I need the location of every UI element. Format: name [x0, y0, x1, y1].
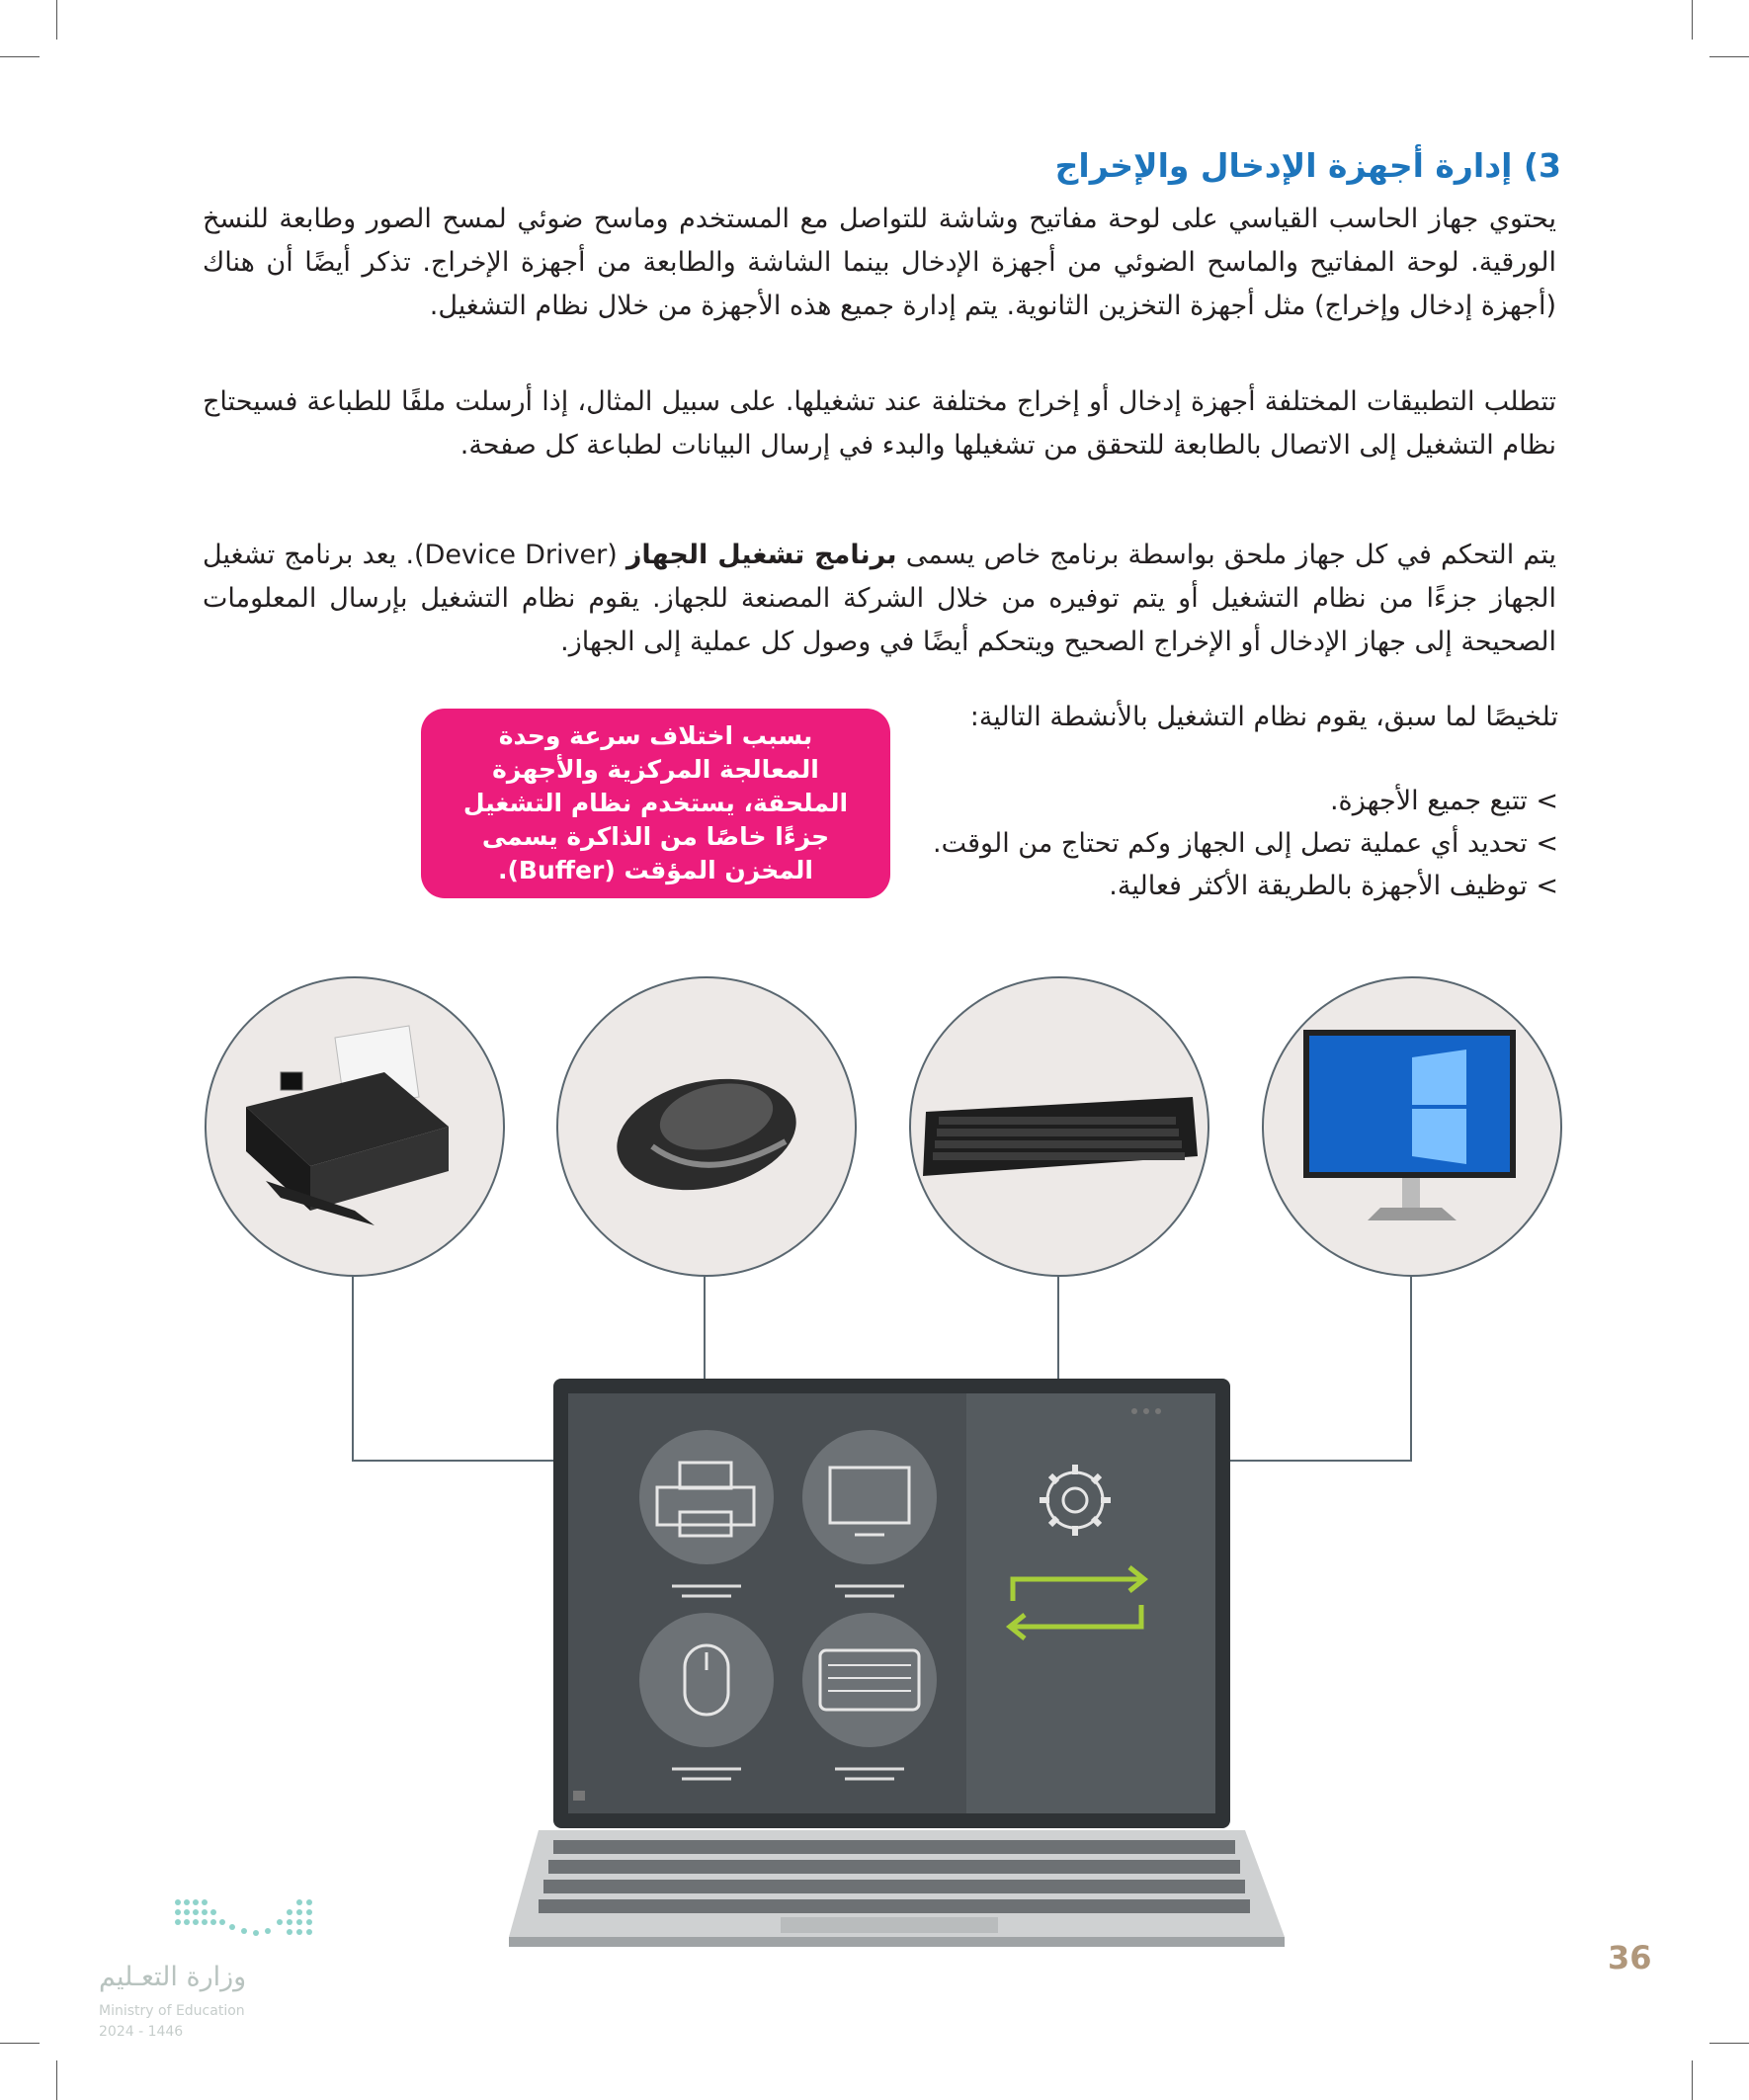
callout-text: بسبب اختلاف سرعة وحدة المعالجة المركزية والأجهزة الملحقة، يستخدم نظام التشغيل جزءًا خاصًا من الذاكرة يسمى المخزن المؤقت (Buffer).	[462, 721, 849, 884]
ministry-name-english: Ministry of Education	[99, 2003, 245, 2019]
driver-term: برنامج تشغيل الجهاز	[625, 540, 897, 570]
ministry-logo-mark	[173, 1897, 331, 1947]
summary-intro: تلخيصًا لما سبق، يقوم نظام التشغيل بالأنشطة التالية:	[969, 702, 1558, 732]
edition-year: 2024 - 1446	[99, 2024, 184, 2040]
mouse-icon	[639, 1613, 774, 1779]
sync-arrows-icon	[1010, 1567, 1144, 1638]
ministry-name-arabic: وزارة التعـليم	[99, 1962, 247, 1992]
bullet-item: > تتبع جميع الأجهزة.	[1329, 786, 1558, 816]
driver-text-end: (Device Driver). يعد برنامج تشغيل الجهاز جزءًا من نظام التشغيل أو يتم توفيره من خلال الشركة المصنعة للجهاز. يقوم نظام التشغيل بإرسال المعلومات الصحيحة إلى جهاز الإدخال أو الإخراج الصحيح ويتحكم أيضًا في وصول كل عملية إلى الجهاز.	[203, 540, 1556, 657]
monitor-icon	[802, 1430, 937, 1596]
bullet-item: > تحديد أي عملية تصل إلى الجهاز وكم تحتاج من الوقت.	[933, 828, 1558, 859]
keyboard-icon	[802, 1613, 937, 1779]
page-number: 36	[1608, 1939, 1652, 1976]
printer-icon	[639, 1430, 774, 1596]
paragraph-applications: تتطلب التطبيقات المختلفة أجهزة إدخال أو إخراج مختلفة عند تشغيلها. على سبيل المثال، إذا أرسلت ملفًا للطباعة فسيحتاج نظام التشغيل إلى الاتصال بالطابعة للتحقق من تشغيلها والبدء في إرسال البيانات لطباعة كل صفحة.	[203, 386, 1556, 461]
gear-icon	[1040, 1465, 1111, 1536]
section-heading: 3) إدارة أجهزة الإدخال والإخراج	[1054, 146, 1561, 185]
paragraph-intro: يحتوي جهاز الحاسب القياسي على لوحة مفاتيح وشاشة للتواصل مع المستخدم وماسح ضوئي لمسح الصور وطابعة للنسخ الورقية. لوحة المفاتيح والماسح الضوئي من أجهزة الإدخال بينما الشاشة والطابعة من أجهزة الإخراج. تذكر أيضًا أن هناك (أجهزة إدخال وإخراج) مثل أجهزة التخزين الثانوية. يتم إدارة جميع هذه الأجهزة من خلال نظام التشغيل.	[203, 204, 1556, 321]
bullet-item: > توظيف الأجهزة بالطريقة الأكثر فعالية.	[1109, 871, 1558, 901]
driver-text-start: يتم التحكم في كل جهاز ملحق بواسطة برنامج خاص يسمى	[896, 540, 1557, 570]
